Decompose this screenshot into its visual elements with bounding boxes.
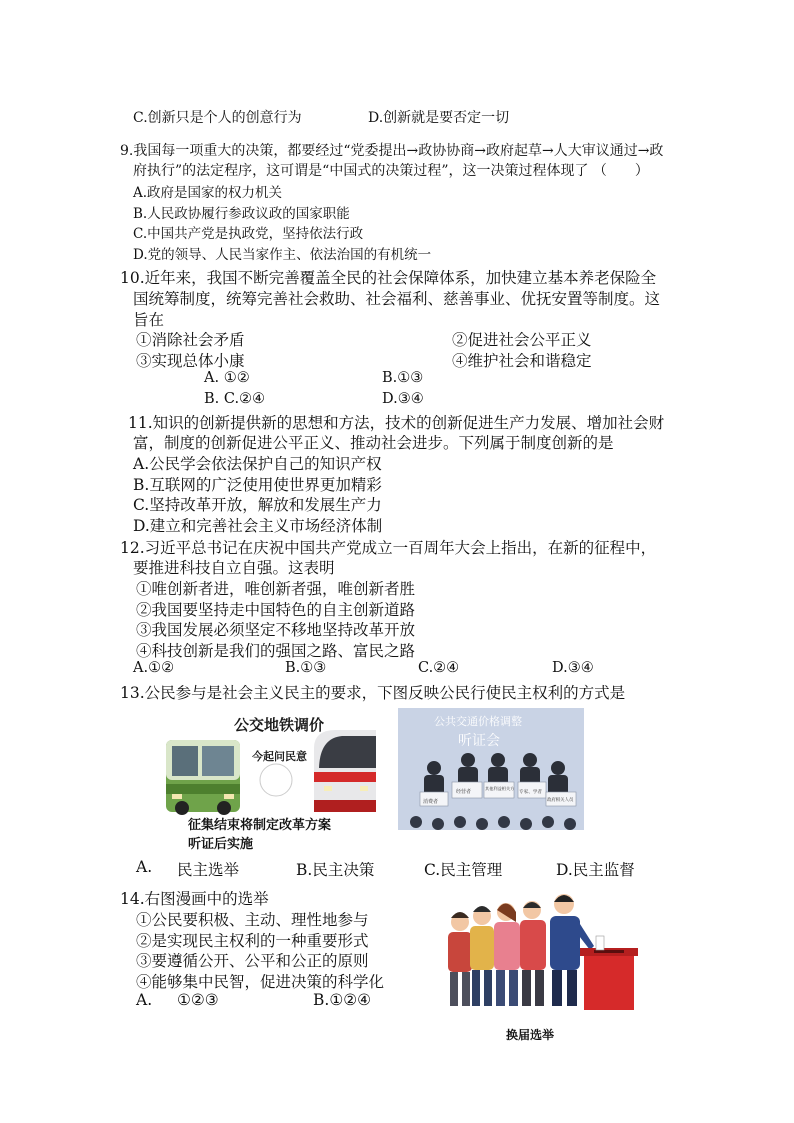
q10-option-b: B.①③ (382, 370, 424, 386)
q12-item-3: ③我国发展必须坚定不移地坚持改革开放 (136, 621, 416, 639)
q9-option-d: D.党的领导、人民当家作主、依法治国的有机统一 (133, 247, 432, 263)
q12-item-1: ①唯创新者进，唯创新者强，唯创新者胜 (136, 580, 416, 598)
q14-stem: 14.右图漫画中的选举 (120, 890, 269, 908)
q10-option-c: B. C.②④ (204, 391, 266, 407)
q11-option-d: D.建立和完善社会主义市场经济体制 (133, 517, 383, 535)
q10-stem-line2: 国统筹制度，统筹完善社会救助、社会福利、慈善事业、优抚安置等制度。这 (133, 290, 661, 308)
q14-cartoon-caption: 换届选举 (506, 1028, 555, 1042)
bus-headline: 公交地铁调价 (234, 716, 325, 734)
q13-option-a-letter: A. (136, 858, 153, 876)
q10-option-a: A. ①② (204, 370, 250, 386)
q12-stem-line2: 要推进科技自立自强。这表明 (133, 559, 335, 577)
subway-illustration (314, 730, 376, 812)
q14-item-2: ②是实现民主权利的一种重要形式 (136, 932, 369, 950)
q13-option-b: B.民主决策 (296, 861, 375, 879)
q11-option-a: A.公民学会依法保护自己的知识产权 (133, 455, 382, 473)
q8-option-c: C.创新只是个人的创意行为 (133, 110, 302, 126)
q10-item-1: ①消除社会矛盾 (136, 331, 245, 349)
q13-image1-caption-2: 听证后实施 (188, 837, 254, 852)
q13-option-c: C.民主管理 (424, 861, 503, 879)
hearing-title-1: 公共交通价格调整 (434, 715, 522, 728)
q9-stem-line1: 9.我国每一项重大的决策，都要经过“党委提出→政协协商→政府起草→人大审议通过→政 (120, 143, 664, 159)
q12-option-d: D.③④ (552, 660, 594, 676)
q10-option-d: D.③④ (382, 391, 424, 407)
q9-option-a: A.政府是国家的权力机关 (133, 185, 283, 201)
q11-stem-line2: 富，制度的创新促进公平正义、推动社会进步。下列属于制度创新的是 (133, 434, 614, 452)
q12-item-2: ②我国要坚持走中国特色的自主创新道路 (136, 601, 416, 619)
q12-option-c: C.②④ (418, 660, 460, 676)
bus-illustration (166, 740, 240, 815)
q14-item-3: ③要遵循公开、公平和公正的原则 (136, 952, 369, 970)
q14-election-cartoon (434, 888, 640, 1012)
bus-subheadline: 今起问民意 (252, 750, 307, 763)
q13-option-d: D.民主监督 (556, 861, 635, 879)
q14-option-a: ①②③ (177, 991, 219, 1009)
desk-label-1: 经营者 (456, 789, 472, 795)
q11-option-c: C.坚持改革开放，解放和发展生产力 (133, 496, 382, 514)
q14-item-1: ①公民要积极、主动、理性地参与 (136, 911, 369, 929)
q12-stem-line1: 12.习近平总书记在庆祝中国共产党成立一百周年大会上指出，在新的征程中， (120, 539, 657, 557)
q10-item-2: ②促进社会公平正义 (452, 331, 592, 349)
q10-stem-line3: 旨在 (133, 311, 165, 329)
q9-option-c: C.中国共产党是执政党，坚持依法行政 (133, 226, 364, 242)
q13-option-a: 民主选举 (177, 861, 240, 879)
q10-item-3: ③实现总体小康 (136, 352, 245, 370)
q12-option-a: A.①② (133, 660, 175, 676)
desk-label-4: 政府相关人员 (547, 798, 574, 803)
q12-option-b: B.①③ (285, 660, 327, 676)
q12-item-4: ④科技创新是我们的强国之路、富民之路 (136, 642, 416, 660)
hearing-title-2: 听证会 (458, 733, 500, 749)
q10-item-4: ④维护社会和谐稳定 (452, 352, 592, 370)
q14-option-a-letter: A. (136, 991, 153, 1009)
q13-stem: 13.公民参与是社会主义民主的要求，下图反映公民行使民主权利的方式是 (120, 684, 626, 702)
q14-option-b: B.①②④ (313, 991, 372, 1009)
desk-label-5: 消费者 (423, 799, 439, 805)
q9-stem-line2: 府执行”的法定程序，这可谓是“中国式的决策过程”，这一决策过程体现了 （ ） (133, 163, 649, 179)
q13-bus-subway-image (164, 708, 376, 816)
q10-stem-line1: 10.近年来，我国不断完善覆盖全民的社会保障体系，加快建立基本养老保险全 (120, 269, 657, 287)
q13-hearing-image (398, 708, 584, 830)
q14-item-4: ④能够集中民智，促进决策的科学化 (136, 973, 385, 991)
q9-option-b: B.人民政协履行参政议政的国家职能 (133, 206, 350, 222)
desk-label-3: 专家、学者 (519, 790, 542, 795)
q13-image1-caption-1: 征集结束将制定改革方案 (188, 818, 332, 833)
q8-option-d: D.创新就是要否定一切 (368, 110, 510, 126)
desk-label-2: 其他利益相关方 (485, 786, 515, 791)
q11-option-b: B.互联网的广泛使用使世界更加精彩 (133, 476, 382, 494)
q11-stem-line1: 11.知识的创新提供新的思想和方法，技术的创新促进生产力发展、增加社会财 (128, 414, 665, 432)
